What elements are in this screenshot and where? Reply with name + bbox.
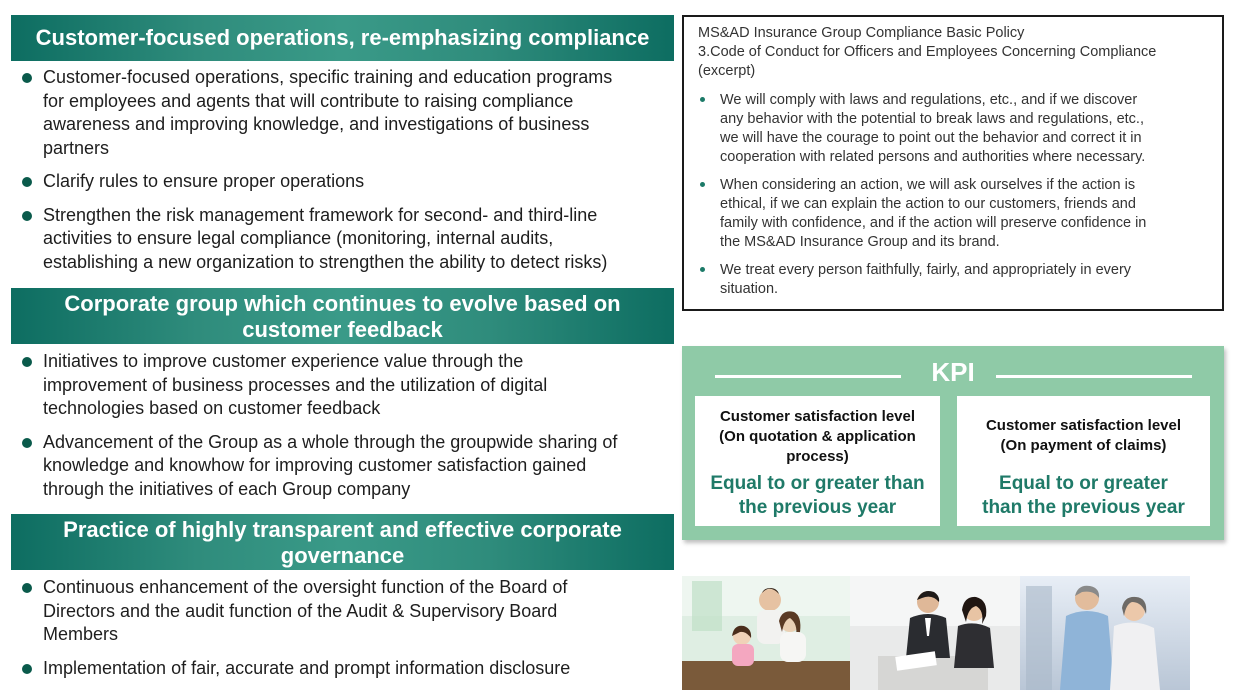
list-item-line: improvement of business processes and the utilization of digital [43,374,548,395]
bullet-icon [22,357,32,367]
policy-item [698,261,1210,299]
kpi-label-line: Customer satisfaction level [985,417,1182,434]
list-item-line: knowledge and knowhow for improving customer satisfaction gained [43,455,587,475]
list-item [20,204,670,275]
list-item [20,66,670,160]
customers-and-staff-photo [682,576,1190,690]
kpi-title: KPI [931,357,975,387]
list-item-line: activities to ensure legal compliance (monitoring, internal audits, [43,228,554,248]
kpi-label-line: Customer satisfaction level [719,408,916,425]
policy-item-line: We will comply with laws and regulations, etc., and if we discover [720,92,1138,108]
bullet-icon [22,583,32,593]
kpi-value-line: Equal to or greater [999,473,1168,494]
kpi-value-line: the previous year [738,497,897,518]
section-title-line: customer feedback [242,317,443,342]
section-title: Customer-focused operations, re-emphasizing compliance [35,25,650,50]
kpi-card-claims [957,396,1210,526]
list-item-line: awareness and improving knowledge, and investigations of business [43,114,590,134]
list-item [20,170,670,194]
list-item-line: Initiatives to improve customer experience value through the [43,351,524,371]
list-item-line: Customer-focused operations, specific training and education programs [43,67,613,87]
list-item-line: partners [43,137,110,158]
kpi-value-line: Equal to or greater than [710,473,925,494]
section-header-governance [11,514,674,570]
kpi-card-value [710,472,924,520]
bullet-icon [22,211,32,221]
kpi-label-line: (On quotation & application [719,428,916,445]
bullet-icon [22,73,32,83]
list-item-line: Strengthen the risk management framework for second- and third-line [43,204,598,225]
bullet-icon [700,182,705,187]
kpi-value-line: than the previous year [982,497,1185,518]
list-item-line: Implementation of fair, accurate and prompt information disclosure [43,657,571,678]
compliance-policy-box [682,15,1224,311]
section-title-line: governance [280,543,405,568]
compliance-bullet-list [20,66,670,274]
kpi-label-line: process) [786,448,849,465]
governance-bullet-list [20,576,670,680]
section-title-line: Practice of highly transparent and effective corporate [63,517,622,542]
policy-title [698,24,1210,81]
list-item-line: Continuous enhancement of the oversight function of the Board of [43,577,568,597]
list-item [20,350,670,421]
list-item-line: Members [43,624,119,644]
policy-item-line: the MS&AD Insurance Group and its brand. [720,234,1000,250]
policy-item-line: we will have the courage to point out the behavior and correct it in [720,130,1142,146]
list-item-line: technologies based on customer feedback [43,398,381,418]
bullet-icon [700,267,705,272]
policy-item-line: When considering an action, we will ask ourselves if the action is [720,177,1136,193]
policy-item [698,91,1210,167]
kpi-card-label [719,407,916,467]
list-item [20,576,670,647]
section-header-customer-feedback [11,288,674,344]
list-item-line: establishing a new organization to strengthen the ability to detect risks) [43,251,608,272]
feedback-bullet-list [20,350,670,501]
policy-item-line: family with confidence, and if the action will preserve confidence in [720,215,1147,231]
policy-title-line: 3.Code of Conduct for Officers and Employees Concerning Compliance [698,44,1157,60]
kpi-panel [682,346,1224,540]
kpi-card-quotation [695,396,940,526]
kpi-label-line: (On payment of claims) [1000,437,1167,454]
bullet-icon [22,664,32,674]
photo-illustration [682,576,1190,690]
policy-item [698,176,1210,252]
kpi-card-value [982,472,1185,520]
bullet-icon [22,177,32,187]
policy-item-line: We treat every person faithfully, fairly, and appropriately in every [720,262,1132,278]
policy-title-line: MS&AD Insurance Group Compliance Basic Policy [698,25,1025,41]
policy-title-line: (excerpt) [698,63,756,79]
bullet-icon [700,97,705,102]
policy-item-line: situation. [720,281,779,297]
policy-item-line: any behavior with the potential to break laws and regulations, etc., [720,111,1144,127]
list-item-line: through the initiatives of each Group company [43,478,411,499]
list-item-line: for employees and agents that will contribute to raising compliance [43,90,574,111]
kpi-divider-right [996,375,1192,378]
section-header-compliance [11,15,674,61]
section-title-line: Corporate group which continues to evolve based on [64,291,621,316]
list-item-line: Advancement of the Group as a whole through the groupwide sharing of [43,431,618,452]
bullet-icon [22,438,32,448]
list-item-line: Clarify rules to ensure proper operations [43,171,365,191]
policy-item-line: ethical, if we can explain the action to our customers, friends and [720,196,1136,212]
list-item [20,657,670,681]
list-item [20,431,670,502]
list-item-line: Directors and the audit function of the Audit & Supervisory Board [43,600,558,621]
kpi-card-label [986,416,1181,456]
policy-list [698,91,1210,299]
policy-item-line: cooperation with related persons and authorities where necessary. [720,149,1146,165]
